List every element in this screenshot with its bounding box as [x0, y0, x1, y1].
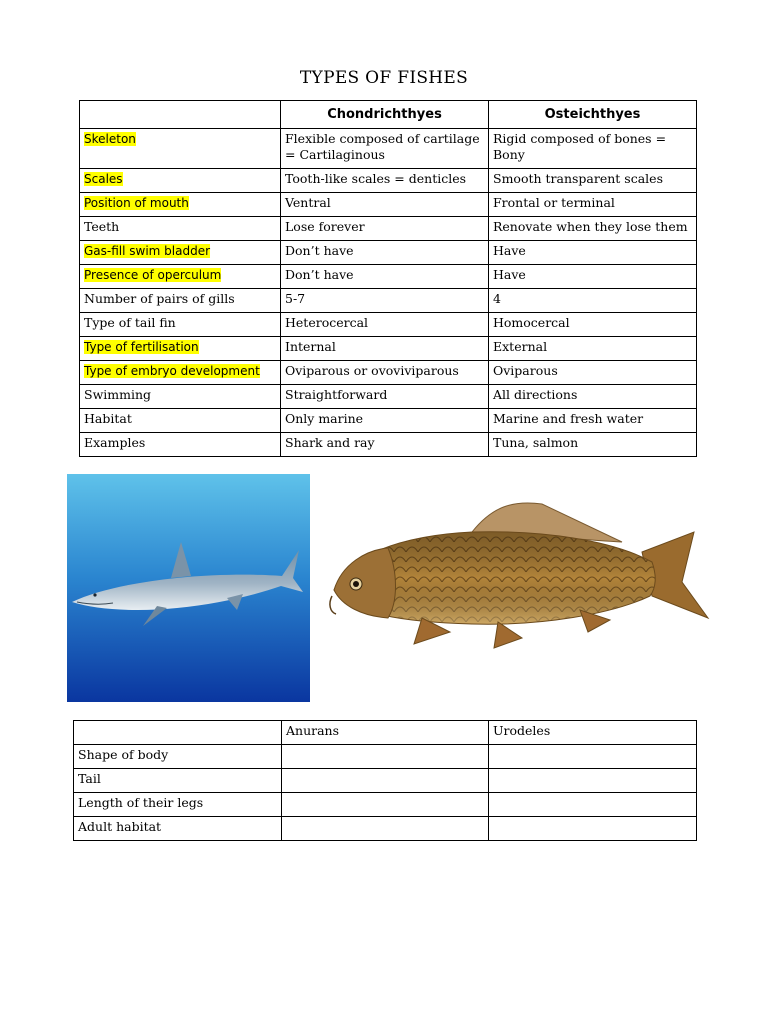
chondrichthyes-cell: Oviparous or ovoviviparous — [281, 361, 489, 385]
osteichthyes-cell: Renovate when they lose them — [489, 217, 697, 241]
row-label — [80, 337, 281, 361]
highlighted-label: Position of mouth — [84, 196, 189, 210]
osteichthyes-cell: Tuna, salmon — [489, 433, 697, 457]
table-row — [80, 433, 697, 457]
row-label — [80, 193, 281, 217]
row-label-text: Habitat — [84, 411, 132, 426]
chondrichthyes-cell: Straightforward — [281, 385, 489, 409]
table-row — [74, 769, 697, 793]
row-label: Tail — [74, 769, 282, 793]
highlighted-label: Presence of operculum — [84, 268, 222, 282]
table-row — [80, 409, 697, 433]
table-row — [80, 361, 697, 385]
table-row — [80, 241, 697, 265]
urodeles-cell — [489, 769, 697, 793]
anurans-cell — [282, 745, 489, 769]
amphibian-comparison-table — [73, 720, 697, 841]
table-row — [80, 193, 697, 217]
row-label: Length of their legs — [74, 793, 282, 817]
row-label — [80, 361, 281, 385]
row-label — [80, 289, 281, 313]
row-label — [80, 313, 281, 337]
highlighted-label: Type of fertilisation — [84, 340, 199, 354]
row-label-text: Examples — [84, 435, 146, 450]
chondrichthyes-cell: Flexible composed of cartilage = Cartilaginous — [281, 129, 489, 169]
osteichthyes-cell: Oviparous — [489, 361, 697, 385]
table-row — [80, 313, 697, 337]
header-empty-cell — [74, 721, 282, 745]
osteichthyes-cell: External — [489, 337, 697, 361]
header-anurans: Anurans — [282, 721, 489, 745]
osteichthyes-cell: Have — [489, 265, 697, 289]
header-urodeles: Urodeles — [489, 721, 697, 745]
chondrichthyes-cell: Tooth-like scales = denticles — [281, 169, 489, 193]
osteichthyes-cell: Frontal or terminal — [489, 193, 697, 217]
header-empty-cell — [80, 101, 281, 129]
table-header-row — [74, 721, 697, 745]
chondrichthyes-cell: Shark and ray — [281, 433, 489, 457]
table-row — [74, 817, 697, 841]
row-label-text: Swimming — [84, 387, 152, 402]
row-label: Adult habitat — [74, 817, 282, 841]
row-label — [80, 217, 281, 241]
row-label-text: Teeth — [84, 219, 120, 234]
chondrichthyes-cell: 5-7 — [281, 289, 489, 313]
urodeles-cell — [489, 793, 697, 817]
chondrichthyes-cell: Lose forever — [281, 217, 489, 241]
anurans-cell — [282, 793, 489, 817]
row-label-text: Number of pairs of gills — [84, 291, 235, 306]
osteichthyes-cell: Rigid composed of bones = Bony — [489, 129, 697, 169]
highlighted-label: Skeleton — [84, 132, 136, 146]
row-label — [80, 129, 281, 169]
osteichthyes-cell: Marine and fresh water — [489, 409, 697, 433]
osteichthyes-cell: Homocercal — [489, 313, 697, 337]
table-row — [80, 169, 697, 193]
osteichthyes-cell: 4 — [489, 289, 697, 313]
highlighted-label: Type of embryo development — [84, 364, 260, 378]
chondrichthyes-cell: Heterocercal — [281, 313, 489, 337]
highlighted-label: Scales — [84, 172, 123, 186]
urodeles-cell — [489, 745, 697, 769]
table-header-row — [80, 101, 697, 129]
chondrichthyes-cell: Ventral — [281, 193, 489, 217]
chondrichthyes-cell: Only marine — [281, 409, 489, 433]
table-row — [74, 793, 697, 817]
highlighted-label: Gas-fill swim bladder — [84, 244, 211, 258]
anurans-cell — [282, 769, 489, 793]
chondrichthyes-cell: Don’t have — [281, 265, 489, 289]
table-row — [80, 385, 697, 409]
row-label — [80, 241, 281, 265]
osteichthyes-cell: All directions — [489, 385, 697, 409]
header-osteichthyes: Osteichthyes — [489, 101, 697, 129]
table-row — [80, 337, 697, 361]
table-row — [80, 265, 697, 289]
anurans-cell — [282, 817, 489, 841]
header-chondrichthyes: Chondrichthyes — [281, 101, 489, 129]
carp-illustration — [322, 492, 714, 658]
osteichthyes-cell: Smooth transparent scales — [489, 169, 697, 193]
table-row — [80, 217, 697, 241]
row-label — [80, 409, 281, 433]
table-row — [80, 129, 697, 169]
urodeles-cell — [489, 817, 697, 841]
table-row — [80, 289, 697, 313]
chondrichthyes-cell: Don’t have — [281, 241, 489, 265]
page-title: TYPES OF FISHES — [299, 68, 469, 88]
osteichthyes-cell: Have — [489, 241, 697, 265]
row-label — [80, 433, 281, 457]
table-row — [74, 745, 697, 769]
row-label-text: Type of tail fin — [84, 315, 176, 330]
shark-photo — [67, 474, 310, 702]
row-label — [80, 169, 281, 193]
chondrichthyes-cell: Internal — [281, 337, 489, 361]
row-label: Shape of body — [74, 745, 282, 769]
row-label — [80, 385, 281, 409]
fish-comparison-table — [79, 100, 697, 457]
row-label — [80, 265, 281, 289]
